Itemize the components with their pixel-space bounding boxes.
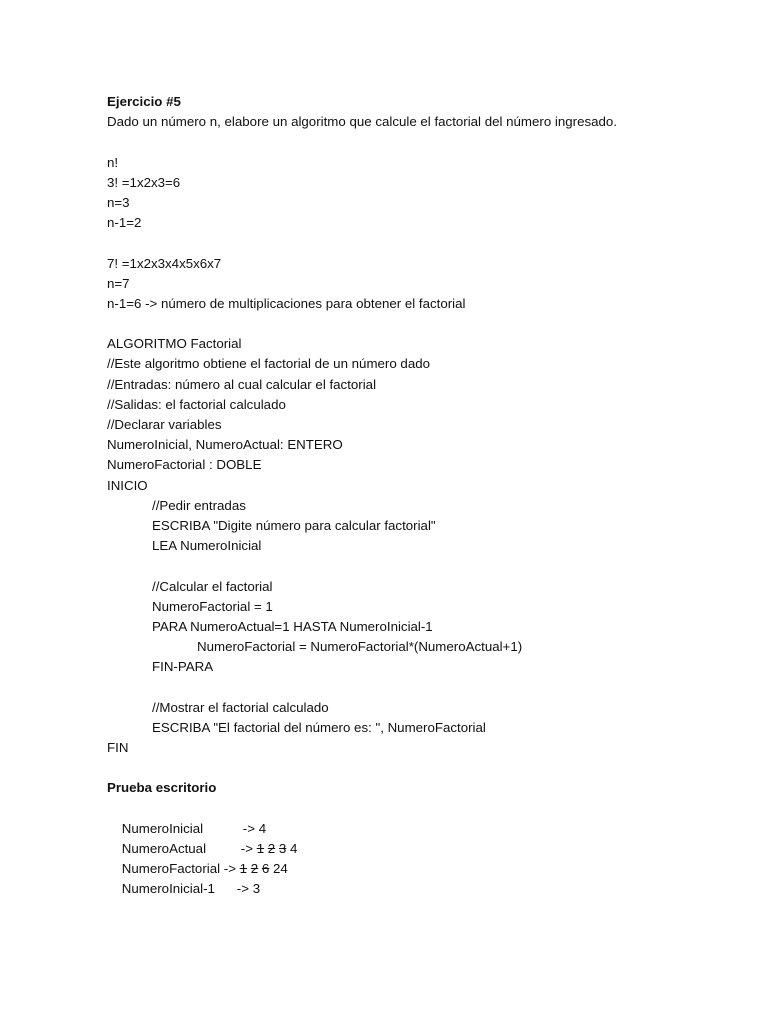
example-line: n! <box>107 154 119 170</box>
example-line: n-1=6 -> número de multiplicaciones para obtener el factorial <box>107 295 466 311</box>
algorithm-line: //Este algoritmo obtiene el factorial de un número dado <box>107 356 431 372</box>
algorithm-line: ESCRIBA "El factorial del número es: ", NumeroFactorial <box>152 719 486 735</box>
algorithm-line: LEA NumeroInicial <box>152 538 262 554</box>
algorithm-line: INICIO <box>107 477 148 493</box>
trace-variable-label: NumeroActual <box>121 840 207 856</box>
trace-final-value: 24 <box>273 861 288 877</box>
algorithm-line: //Pedir entradas <box>152 497 246 513</box>
trace-title: Prueba escritorio <box>107 780 217 796</box>
algorithm-line: //Salidas: el factorial calculado <box>107 396 286 412</box>
trace-struck-value: 1 <box>239 861 248 877</box>
trace-final-value: 3 <box>252 881 261 897</box>
example-line: 3! =1x2x3=6 <box>107 174 181 190</box>
algorithm-line: ALGORITMO Factorial <box>107 336 242 352</box>
spacer <box>107 314 727 334</box>
exercise-statement: Dado un número n, elabore un algoritmo que calcule el factorial del número ingresado. <box>107 114 618 130</box>
algorithm-line: ESCRIBA "Digite número para calcular factorial" <box>152 517 436 533</box>
trace-variable-label: NumeroFactorial <box>121 861 221 877</box>
trace-struck-value: 1 <box>256 840 265 856</box>
trace-row <box>107 799 727 836</box>
algorithm-line: NumeroInicial, NumeroActual: ENTERO <box>107 437 343 453</box>
trace-final-value: 4 <box>290 840 298 856</box>
algorithm-line: //Mostrar el factorial calculado <box>152 699 329 715</box>
exercise-title: Ejercicio #5 <box>107 94 181 109</box>
example-line: n=3 <box>107 194 130 210</box>
spacer <box>107 677 727 697</box>
example-line: n=7 <box>107 275 130 291</box>
trace-final-value: 4 <box>258 820 267 836</box>
trace-variable-label: NumeroInicial-1 <box>121 881 215 897</box>
spacer <box>107 132 727 152</box>
algorithm-line: //Calcular el factorial <box>152 578 273 594</box>
trace-arrow: -> <box>240 840 253 856</box>
trace-struck-value: 6 <box>261 861 270 877</box>
example-line: n-1=2 <box>107 215 142 231</box>
trace-struck-value: 3 <box>278 840 287 856</box>
trace-struck-value: 2 <box>267 840 276 856</box>
algorithm-line: NumeroFactorial : DOBLE <box>107 457 262 473</box>
algorithm-line: FIN <box>107 740 129 755</box>
trace-struck-value: 2 <box>250 861 259 877</box>
algorithm-line: //Declarar variables <box>107 417 222 432</box>
spacer <box>107 556 727 576</box>
spacer <box>107 233 727 253</box>
algorithm-line: //Entradas: número al cual calcular el factorial <box>107 376 377 392</box>
algorithm-line: PARA NumeroActual=1 HASTA NumeroInicial-1 <box>152 618 433 634</box>
document-page <box>107 92 727 897</box>
spacer <box>107 758 727 778</box>
example-line: 7! =1x2x3x4x5x6x7 <box>107 255 222 271</box>
algorithm-line: NumeroFactorial = NumeroFactorial*(NumeroActual+1) <box>197 639 523 655</box>
trace-variable-label: NumeroInicial <box>121 820 204 836</box>
trace-arrow: -> <box>242 820 255 836</box>
trace-arrow: -> <box>223 861 236 877</box>
algorithm-line: FIN-PARA <box>152 659 214 675</box>
algorithm-line: NumeroFactorial = 1 <box>152 598 273 614</box>
trace-arrow: -> <box>236 881 249 897</box>
